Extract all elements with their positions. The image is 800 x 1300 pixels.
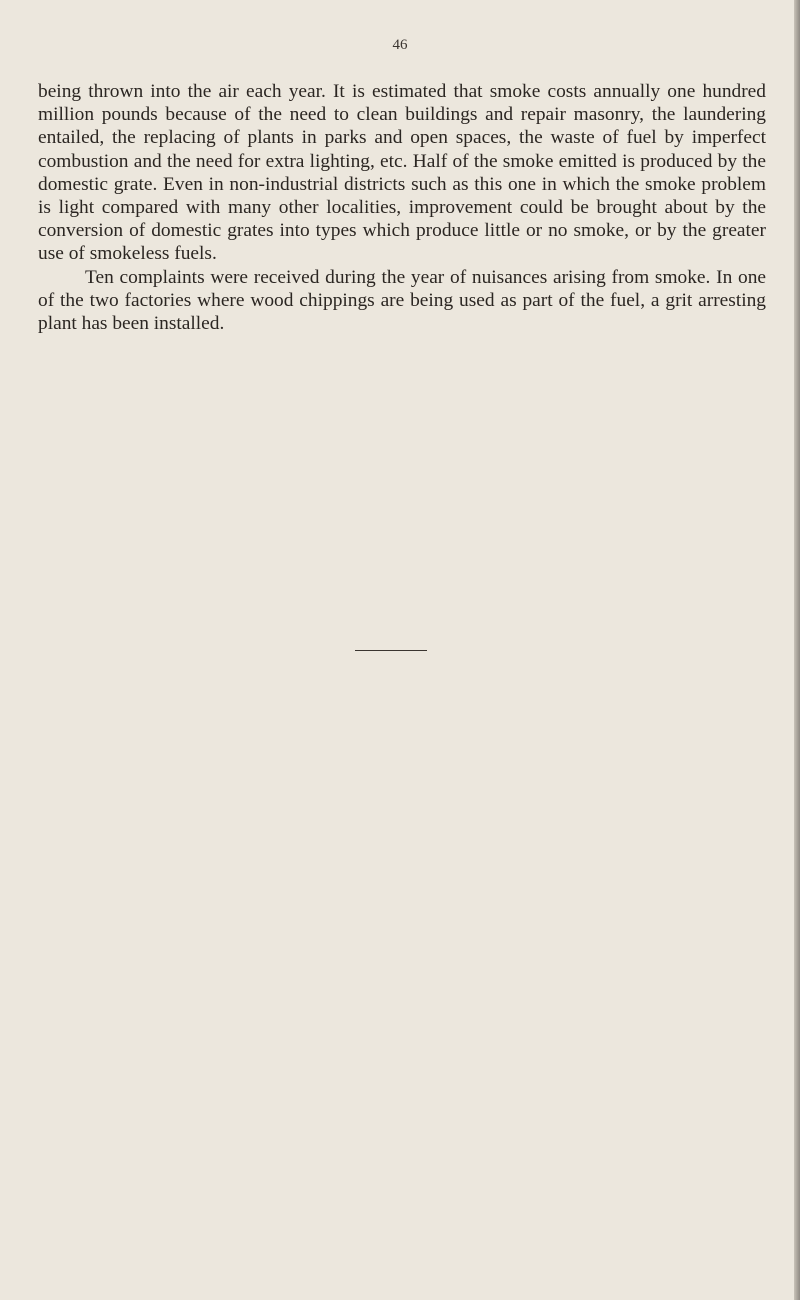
section-end-rule <box>355 650 427 651</box>
paragraph-smoke-costs: being thrown into the air each year. It is estimated that smoke costs annually one hundred million pounds because of the need to clean buildings and repair masonry, the laundering entailed, the replacing of plants in parks and open spaces, the waste of fuel by imperfect combustion and the need for extra lighting, etc. Half of the smoke emitted is produced by the domestic grate. Even in non-industrial districts such as this one in which the smoke problem is light compared with many other localities, improvement could be brought about by the conversion of domestic grates into types which produce little or no smoke, or by the greater use of smokeless fuels. <box>38 81 766 265</box>
paragraph-smoke-complaints: Ten complaints were received during the year of nuisances arising from smoke. In one of the two factories where wood chippings are being used as part of the fuel, a grit arresting plant has been installed. <box>38 266 766 335</box>
page-number: 46 <box>392 37 408 53</box>
page-edge-shadow <box>794 0 800 1300</box>
body-text <box>38 80 766 335</box>
